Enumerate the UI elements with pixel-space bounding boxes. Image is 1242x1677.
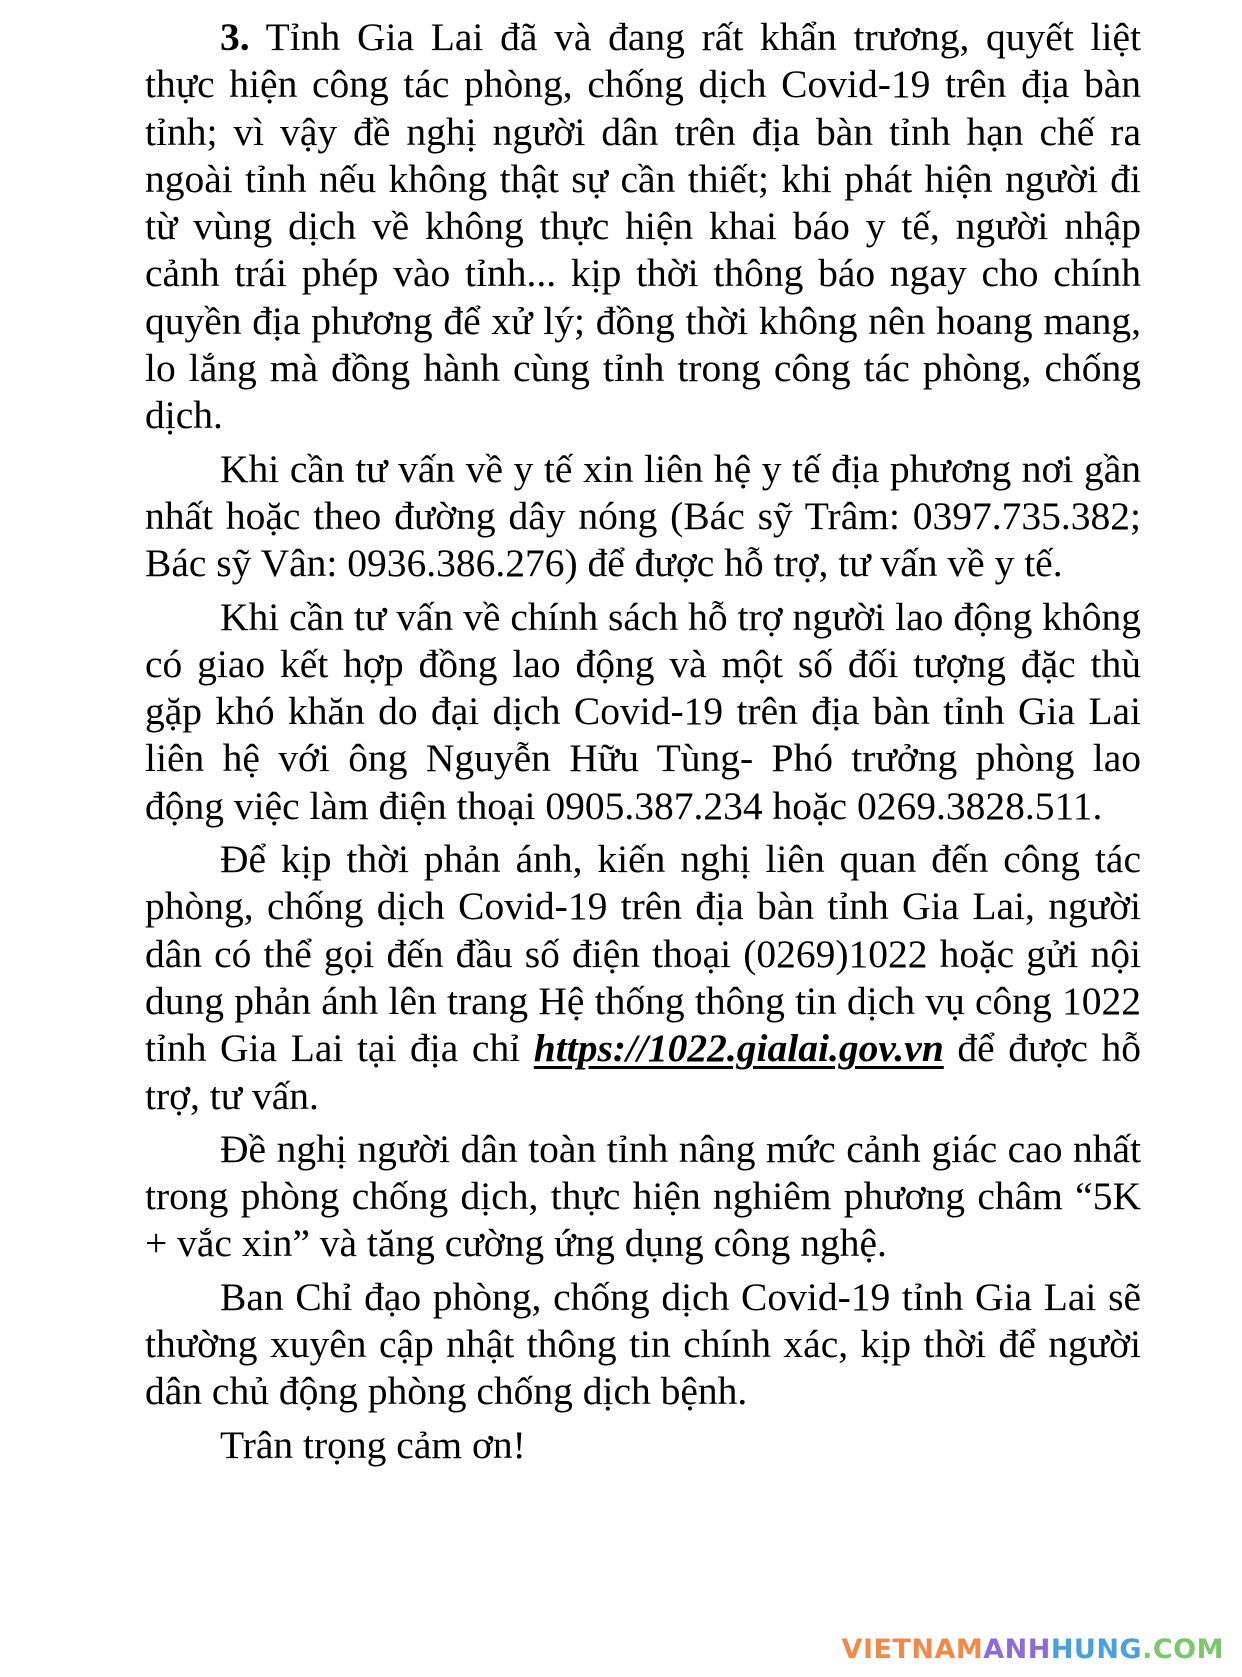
paragraph-steering-committee <box>145 1274 1141 1416</box>
paragraph-medical-hotline <box>145 446 1141 588</box>
paragraph-text: Trân trọng cảm ơn! <box>220 1422 526 1467</box>
paragraph-text: để được hỗ trợ, tư vấn. <box>145 1026 1141 1118</box>
service-portal-link[interactable]: https://1022.gialai.gov.vn <box>533 1026 944 1071</box>
paragraph-feedback <box>145 836 1141 1120</box>
watermark-part: .COM <box>1142 1634 1224 1665</box>
document-body <box>145 14 1141 1469</box>
paragraph-number: 3. <box>220 15 250 59</box>
watermark-part: VIETNAM <box>841 1634 984 1665</box>
paragraph-text: Tỉnh Gia Lai đã và đang rất khẩn trương, quyết liệt thực hiện công tác phòng, chống dịch Covid-19 trên địa bàn tỉnh; vì vậy đề nghị người dân trên địa bàn tỉnh hạn chế ra ngoài tỉnh nếu không thật sự cần thiết; khi phát hiện người đi từ vùng dịch về không thực hiện khai báo y tế, người nhập cảnh trái phép vào tỉnh... kịp thời thông báo ngay cho chính quyền địa phương để xử lý; đồng thời không nên hoang mang, lo lắng mà đồng hành cùng tỉnh trong công tác phòng, chống dịch. <box>145 15 1141 438</box>
paragraph-text: Khi cần tư vấn về chính sách hỗ trợ người lao động không có giao kết hợp đồng lao động và một số đối tượng đặc thù gặp khó khăn do đại dịch Covid-19 trên địa bàn tỉnh Gia Lai liên hệ với ông Nguyễn Hữu Tùng- Phó trưởng phòng lao động việc làm điện thoại 0905.387.234 hoặc 0269.3828.511. <box>145 594 1141 828</box>
paragraph-text: Khi cần tư vấn về y tế xin liên hệ y tế địa phương nơi gần nhất hoặc theo đường dây nóng (Bác sỹ Trâm: 0397.735.382; Bác sỹ Vân: 0936.386.276) để được hỗ trợ, tư vấn về y tế. <box>145 446 1141 586</box>
watermark-part: HUNG <box>1050 1634 1143 1665</box>
paragraph-text: Ban Chỉ đạo phòng, chống dịch Covid-19 tỉnh Gia Lai sẽ thường xuyên cập nhật thông tin chính xác, kịp thời để người dân chủ động phòng chống dịch bệnh. <box>145 1274 1141 1414</box>
paragraph-3 <box>145 14 1141 440</box>
paragraph-text: Đề nghị người dân toàn tỉnh nâng mức cảnh giác cao nhất trong phòng chống dịch, thực hiện nghiêm phương châm “5K + vắc xin” và tăng cường ứng dụng công nghệ. <box>145 1126 1141 1266</box>
paragraph-closing <box>145 1422 1141 1469</box>
watermark-logo <box>842 1634 1224 1665</box>
watermark-part: ANH <box>983 1634 1051 1665</box>
paragraph-text: Để kịp thời phản ánh, kiến nghị liên quan đến công tác phòng, chống dịch Covid-19 trên địa bàn tỉnh Gia Lai, người dân có thể gọi đến đầu số điện thoại (0269)1022 hoặc gửi nội dung phản ánh lên trang Hệ thống thông tin dịch vụ công 1022 tỉnh Gia Lai tại địa chỉ <box>145 837 1141 1071</box>
paragraph-labor-support <box>145 594 1141 830</box>
paragraph-vigilance <box>145 1126 1141 1268</box>
